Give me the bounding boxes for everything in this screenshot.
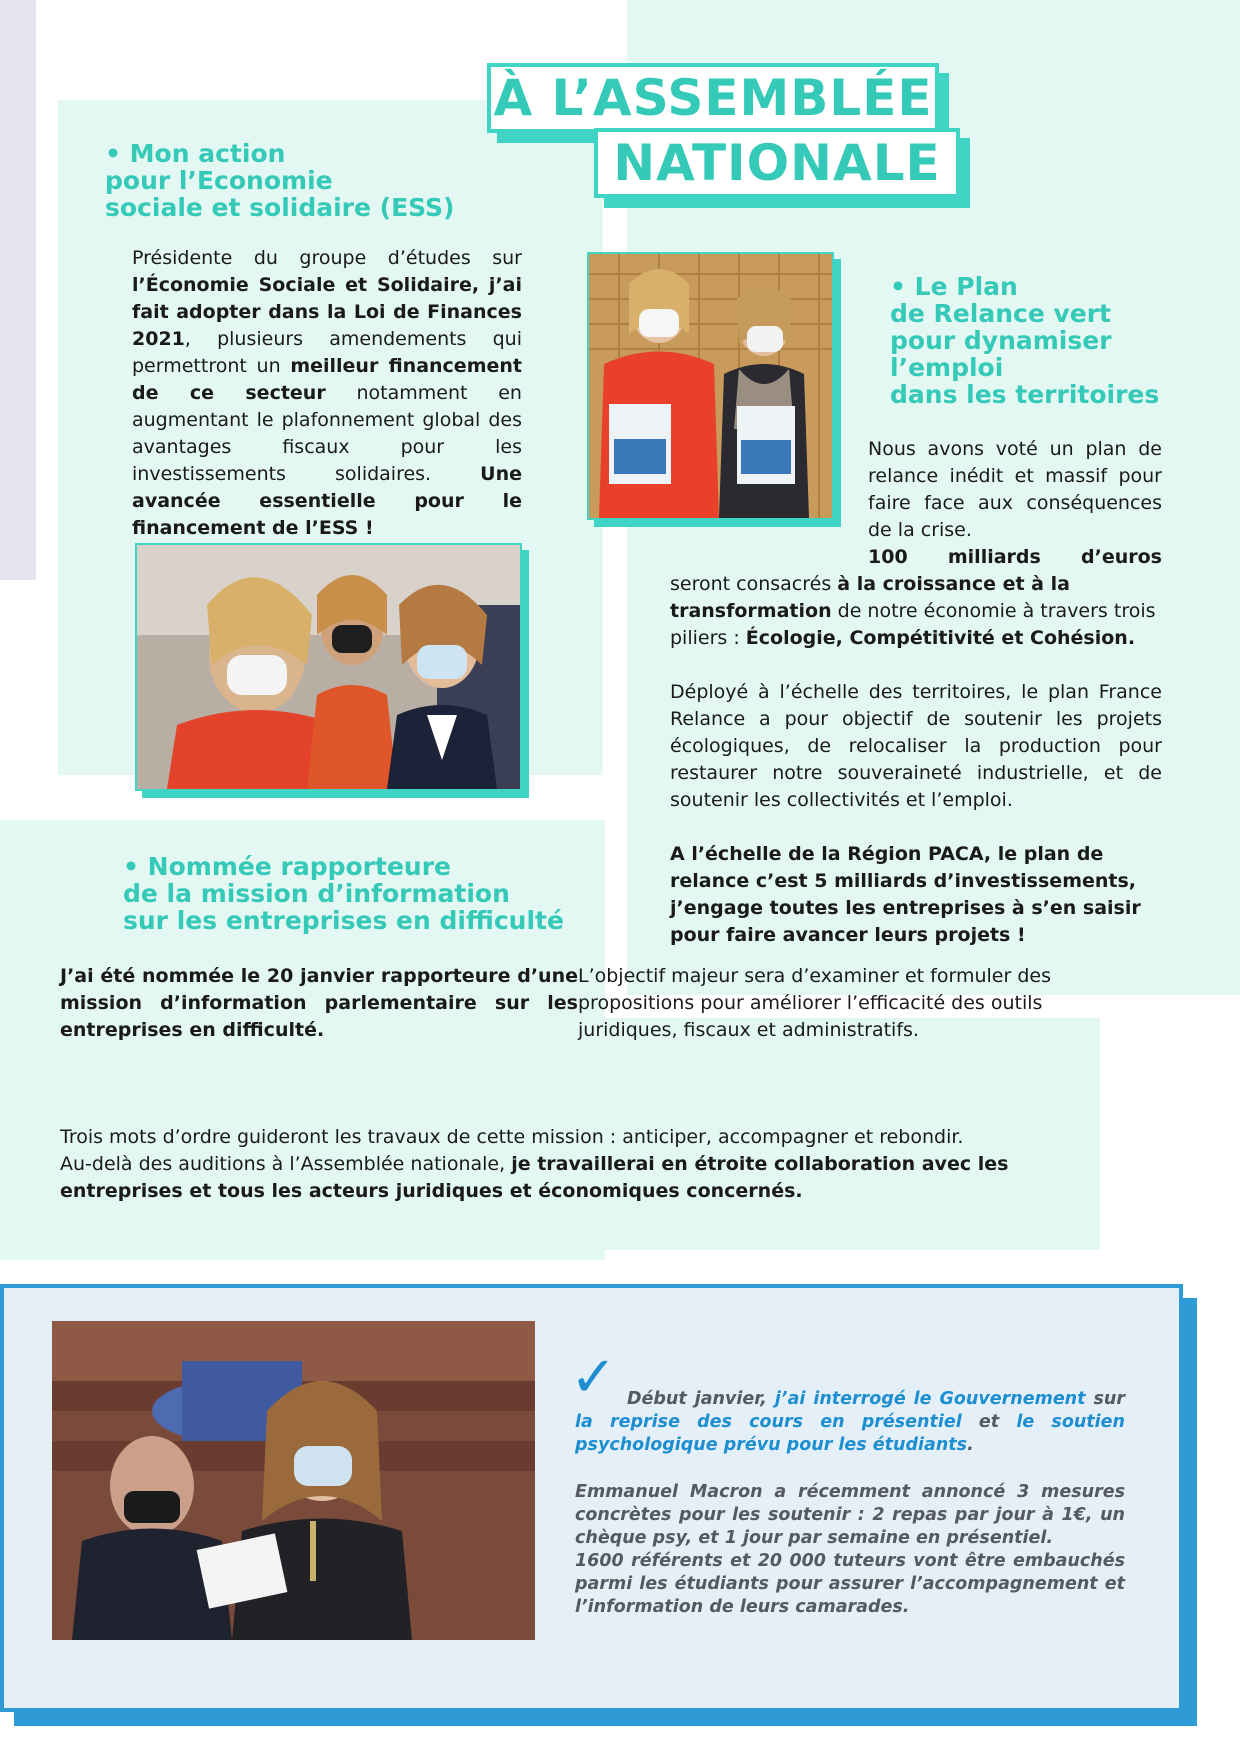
relance-paragraph-1: 100 milliards d’euros seront consacrés à la croissance et à la transformation de notre économie à travers trois piliers : Écologie, Compétitivité et Cohésion. <box>670 546 1162 649</box>
mission-paragraph-1: J’ai été nommée le 20 janvier rapporteure d’une mission d’information parlementaire sur les entreprises en difficulté. L’objectif majeur sera d’examiner et formuler des propositions pour améliorer l’efficacité des outils juridiques, fiscaux et administratifs. <box>60 965 1051 1041</box>
photo-relance-brochures <box>587 252 834 520</box>
relance-heading: • Le Plan de Relance vert pour dynamiser l’emploi dans les territoires <box>890 272 1160 409</box>
photo-hemicycle-illustration <box>52 1321 535 1640</box>
relance-paragraph-3: A l’échelle de la Région PACA, le plan de relance c’est 5 milliards d’investissements, j’engage toutes les entreprises à s’en saisir pour faire avancer leurs projets ! <box>670 843 1141 946</box>
photo-deputies-masks <box>135 543 522 791</box>
ess-heading: • Mon action pour l’Economie sociale et solidaire (ESS) <box>105 139 455 222</box>
mission-paragraph-2: Trois mots d’ordre guideront les travaux de cette mission : anticiper, accompagner et rebondir. <box>60 1126 964 1148</box>
relance-bold-amount: 100 milliards d’euros <box>868 546 1162 568</box>
relance-paragraph-2: Déployé à l’échelle des territoires, le plan France Relance a pour objectif de soutenir les projets écologiques, de relocaliser la production pour restaurer notre souveraineté industrielle, et de soutenir les collectivités et l’emploi. <box>670 681 1162 811</box>
students-paragraph-1: Début janvier, j’ai interrogé le Gouvernement sur la reprise des cours en présentiel et le soutien psychologique prévu pour les étudiants. <box>575 1389 1125 1455</box>
side-bar-decoration <box>0 0 36 580</box>
photo-brochures-illustration <box>589 254 832 518</box>
title-line-2: NATIONALE <box>594 128 960 198</box>
students-paragraph-2: Emmanuel Macron a récemment annoncé 3 mesures concrètes pour les soutenir : 2 repas par jour à 1€, un chèque psy, et 1 jour par semaine en présentiel. <box>575 1482 1125 1548</box>
photo-deputies-illustration <box>137 545 520 789</box>
title-line-1: À L’ASSEMBLÉE <box>487 63 939 133</box>
relance-intro: Nous avons voté un plan de relance inédit et massif pour faire face aux conséquences de la crise. <box>868 438 1162 541</box>
ess-text: Présidente du groupe d’études sur l’Économie Sociale et Solidaire, j’ai fait adopter dans la Loi de Finances 2021, plusieurs amendements qui permettront un meilleur financement de ce secteur notamment en augmentant le plafonnement global des avantages fiscaux pour les investissements solidaires. Une avancée essentielle pour le financement de l’ESS ! <box>132 247 522 539</box>
students-paragraph-3: 1600 référents et 20 000 tuteurs vont être embauchés parmi les étudiants pour assurer l’accompagnement et l’information de leurs camarades. <box>575 1551 1125 1617</box>
mission-paragraph-3: Au-delà des auditions à l’Assemblée nationale, je travaillerai en étroite collaboration avec les entreprises et tous les acteurs juridiques et économiques concernés. <box>60 1153 1009 1202</box>
mission-heading: • Nommée rapporteure de la mission d’information sur les entreprises en difficulté <box>123 852 564 935</box>
check-icon: ✓ <box>570 1345 617 1410</box>
photo-hemicycle-speech <box>52 1321 535 1640</box>
